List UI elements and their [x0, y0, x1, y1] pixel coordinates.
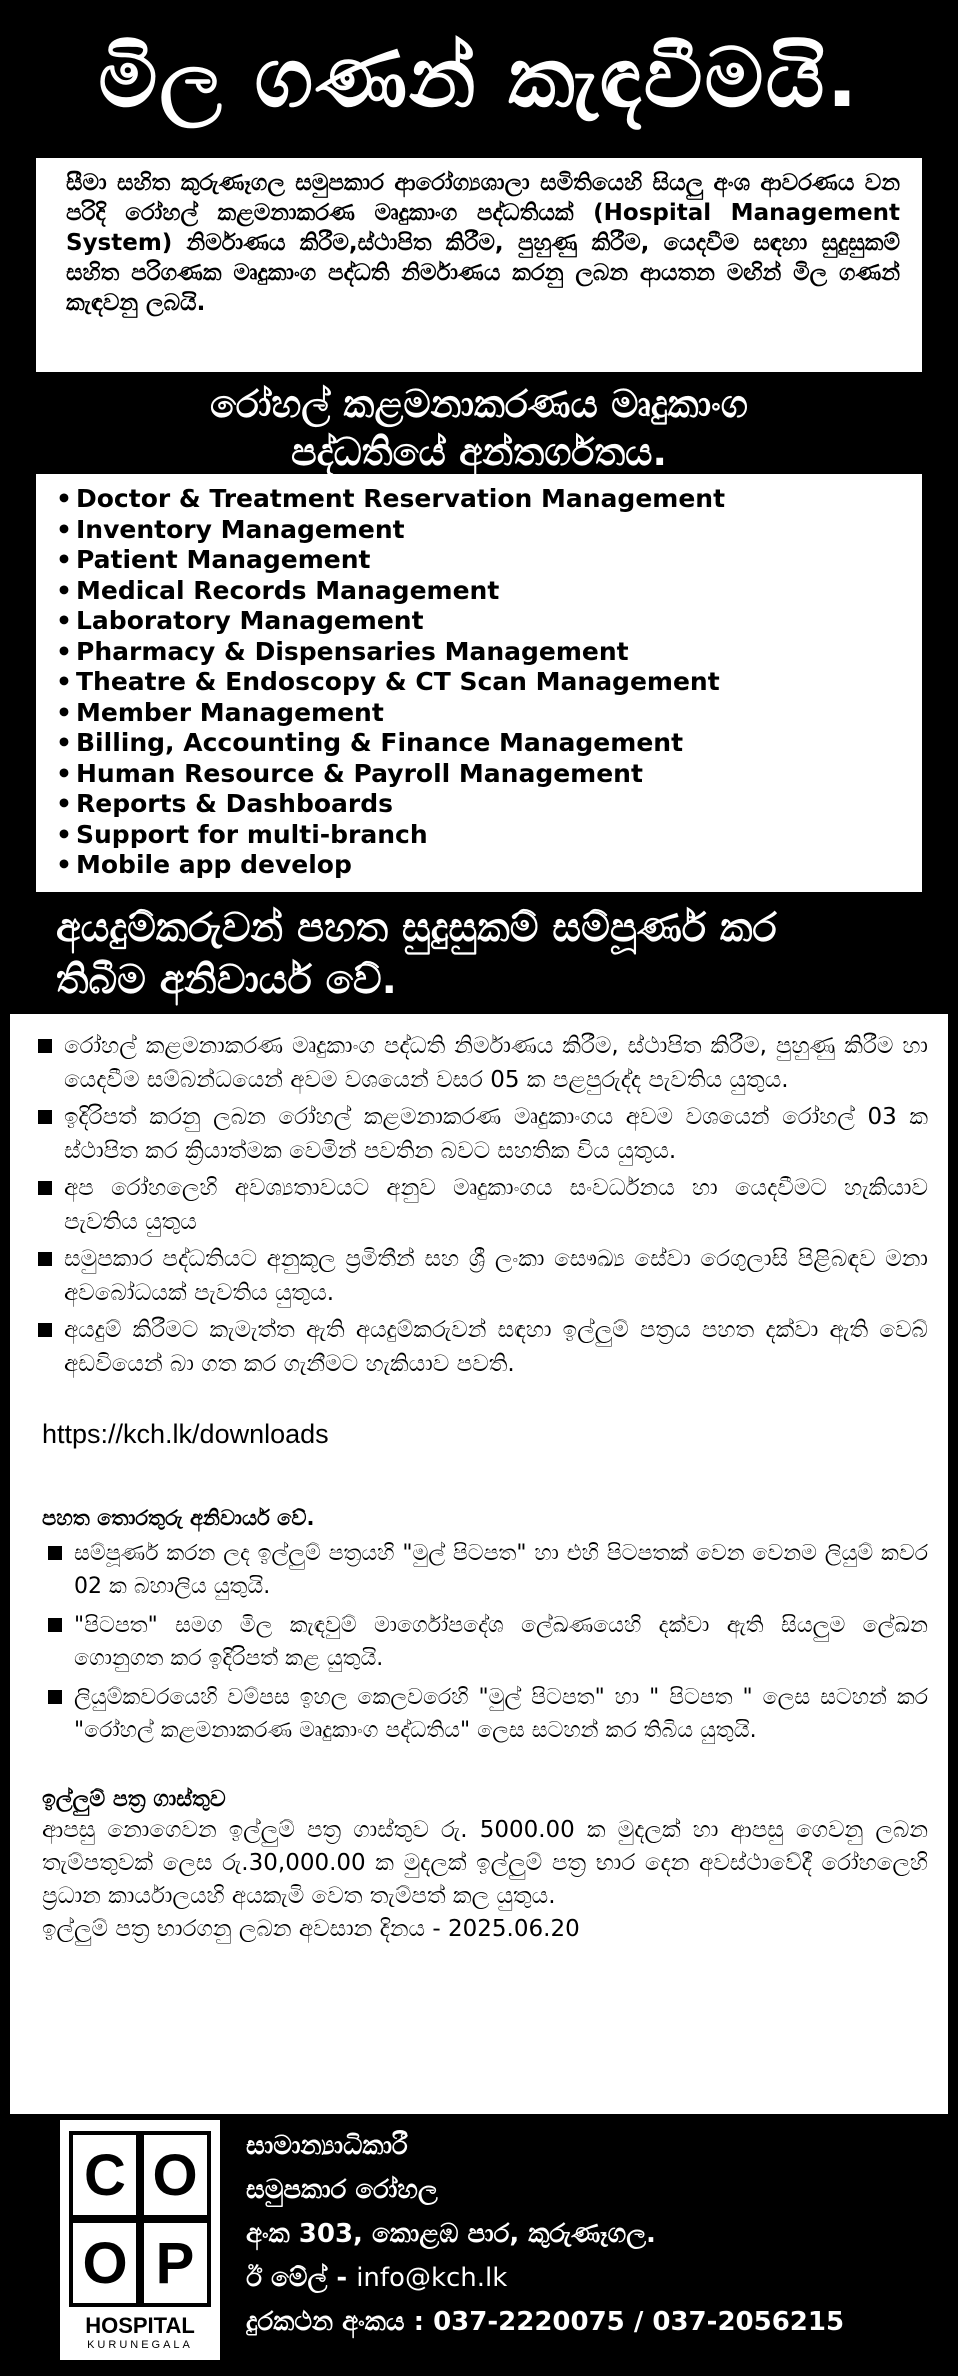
mandatory-item: "පිටපත" සමග මිල කැඳවුම් මාර්ගෝපදේශ ලේඛණයෙහි දක්වා ඇති සියලුම ලේඛන ගොනුගත කර ඉදිරිපත් කළ යුතුයි.: [30, 1609, 928, 1675]
square-bullet-icon: [38, 1181, 52, 1195]
feature-item: • Reports & Dashboards: [56, 789, 922, 820]
logo-letter: O: [152, 2143, 198, 2208]
system-contents-heading-line1: රෝහල් කළමනාකරණය මෘදුකාංග: [210, 382, 748, 426]
square-bullet-icon: [48, 1690, 62, 1704]
square-bullet-icon: [38, 1039, 52, 1053]
square-bullet-icon: [38, 1110, 52, 1124]
phone-numbers: 037-2220075 / 037-2056215: [433, 2307, 845, 2337]
logo-cross-horizontal: [73, 2215, 207, 2223]
feature-item: • Doctor & Treatment Reservation Management: [56, 484, 922, 515]
email-link[interactable]: info@kch.lk: [356, 2263, 508, 2293]
requirement-item: ඉදිරිපත් කරනු ලබන රෝහල් කළමනාකරණ මෘදුකාංගය අවම වශයෙන් රෝහල් 03 ක ස්ථාපිත කර ක්‍රියාත්මක වෙමින් පවතින බවට සහතික විය යුතුය.: [30, 1101, 928, 1168]
closing-date: ඉල්ලුම් පත්‍ර භාරගනු ලබන අවසාන දිනය - 2025.06.20: [42, 1916, 580, 1942]
square-bullet-icon: [38, 1252, 52, 1266]
contact-address: අංක 303, කොළඹ පාර, කුරුණෑගල.: [246, 2219, 656, 2249]
logo-frame: [69, 2131, 211, 2307]
logo-name: HOSPITAL: [85, 2313, 195, 2338]
intro-text: සීමා සහිත කුරුණෑගල සමුපකාර ආරෝග්‍යශාලා සමිතියෙහි සියලු අංශ ආවරණය වන පරිදි රෝහල් කළමනාකරණ මෘදුකාංග පද්ධතියක් (Hospital Management System) නිර්මාණය කිරීම,ස්ථාපිත කිරීම, පුහුණු කිරීම, යෙදවීම සඳහා සුදුසුකම් සහිත පරිගණක මෘදුකාංග පද්ධති නිර්මාණය කරනු ලබන ආයතන මඟින් මිල ගණන් කැඳවනු ලබයි.: [66, 170, 900, 316]
square-bullet-icon: [38, 1323, 52, 1337]
intro-box: [36, 158, 922, 372]
contact-role: සාමාන්‍යාධිකාරී: [246, 2131, 408, 2161]
requirement-item: රෝහල් කළමනාකරණ මෘදුකාංග පද්ධති නිර්මාණය කිරීම, ස්ථාපිත කිරීම, පුහුණු කිරීම හා යෙදවීම සම්බන්ධයෙන් අවම වශයෙන් වසර 05 ක පළපුරුද්ද පැවතිය යුතුය.: [30, 1030, 928, 1097]
feature-item: • Pharmacy & Dispensaries Management: [56, 637, 922, 668]
email-label: ඊ මේල් -: [246, 2263, 348, 2293]
requirements-heading-line2: තිබීම අනිවාර්ය වේ.: [56, 957, 397, 1003]
feature-item: • Theatre & Endoscopy & CT Scan Management: [56, 667, 922, 698]
feature-item: • Medical Records Management: [56, 576, 922, 607]
feature-item: • Mobile app develop: [56, 850, 922, 881]
square-bullet-icon: [48, 1546, 62, 1560]
requirements-heading-line1: අයදුම්කරුවන් පහත සුදුසුකම් සම්පූර්ණ කර: [56, 905, 777, 951]
logo-letter: O: [82, 2231, 128, 2296]
mandatory-item: ලියුම්කවරයෙහි වම්පස ඉහල කෙලවරෙහි "මුල් පිටපත" හා " පිටපත " ලෙස සටහන් කර "රෝහල් කළමනාකරණ මෘදුකාංග පද්ධතිය" ලෙස සටහන් කර තිබිය යුතුයි.: [30, 1681, 928, 1747]
coop-hospital-logo: [60, 2120, 220, 2360]
feature-item: • Billing, Accounting & Finance Management: [56, 728, 922, 759]
fee-heading: ඉල්ලුම් පත්‍ර ගාස්තුව: [42, 1787, 226, 1812]
feature-item: • Human Resource & Payroll Management: [56, 759, 922, 790]
logo-city: KURUNEGALA: [87, 2339, 193, 2351]
square-bullet-icon: [48, 1618, 62, 1632]
requirement-item: අප රෝහලෙහි අවශ්‍යතාවයට අනුව මෘදුකාංගය සංවර්ධනය හා යෙදවීමට හැකියාව පැවතිය යුතුය: [30, 1172, 928, 1239]
download-link[interactable]: https://kch.lk/downloads: [42, 1419, 329, 1449]
feature-item: • Inventory Management: [56, 515, 922, 546]
logo-letter: C: [84, 2143, 126, 2208]
system-contents-heading-line2: පද්ධතියේ අන්තර්ගතය.: [291, 430, 667, 474]
fee-text: ආපසු නොගෙවන ඉල්ලුම් පත්‍ර ගාස්තුව රු. 5000.00 ක මුදලක් හා ආපසු ගෙවනු ලබන තැම්පතුවක් ලෙස රු.30,000.00 ක මුදලක් ඉල්ලුම් පත්‍ර භාර දෙන අවස්ථාවේදී රෝහලෙහි ප්‍රධාන කාර්යාලයහි අයකැමි වෙත තැම්පත් කල යුතුය.: [42, 1817, 928, 1909]
mandatory-heading: පහත තොරතුරු අනිවාර්ය වේ.: [42, 1506, 315, 1530]
features-box: [36, 474, 922, 892]
contact-block: [246, 2124, 946, 2370]
feature-item: • Support for multi-branch: [56, 820, 922, 851]
notice-title: මිල ගණන් කැඳවීමයි.: [98, 31, 860, 126]
features-list: [56, 484, 922, 881]
contact-org: සමුපකාර රෝහල: [246, 2175, 438, 2205]
requirements-box: [10, 1014, 948, 2114]
contact-email-row: [246, 2256, 946, 2300]
feature-item: • Laboratory Management: [56, 606, 922, 637]
system-contents-heading: [0, 374, 958, 474]
requirements-heading: [0, 892, 958, 1012]
requirement-item: අයදුම් කිරීමට කැමැත්ත ඇති අයදුම්කරුවන් සඳහා ඉල්ලුම් පත්‍රය පහත දක්වා ඇති වෙබ් අඩවියෙන් බා ගත කර ගැනීමට හැකියාව පවති.: [30, 1314, 928, 1381]
logo-letter: P: [155, 2231, 195, 2296]
requirement-item: සමුපකාර පද්ධතියට අනුකූල ප්‍රමිතීන් සහ ශ්‍රී ලංකා සෞඛ්‍ය සේවා රෙගුලාසි පිළිබඳව මනා අවබෝධයක් පැවතිය යුතුය.: [30, 1243, 928, 1310]
feature-item: • Member Management: [56, 698, 922, 729]
mandatory-item: සම්පූර්ණ කරන ලද ඉල්ලුම් පත්‍රයහි "මුල් පිටපත" හා එහි පිටපතක් වෙන වෙනම ලියුම් කවර 02 ක බහාලිය යුතුයි.: [30, 1537, 928, 1603]
phone-label: දුරකථන අංකය :: [246, 2307, 425, 2337]
contact-phone-row: [246, 2300, 946, 2344]
feature-item: • Patient Management: [56, 545, 922, 576]
